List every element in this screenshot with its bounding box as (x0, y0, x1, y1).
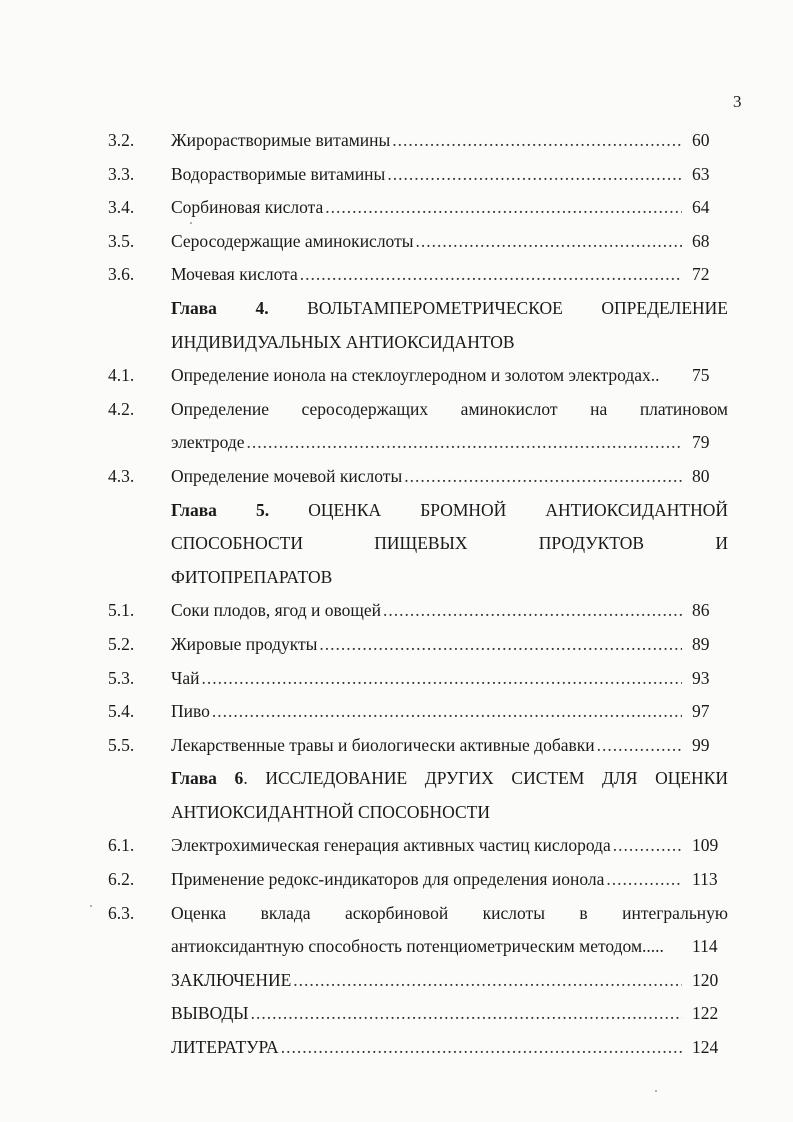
leader-dots (247, 426, 683, 460)
leader-dots (293, 964, 682, 998)
entry-title: электроде (171, 432, 245, 453)
entry-number: 3.4. (108, 197, 135, 218)
chapter-title-line: АНТИОКСИДАНТНОЙ СПОСОБНОСТИ (171, 801, 490, 822)
scan-speck (90, 905, 92, 907)
leader-dots (392, 124, 682, 158)
toc-entry[interactable] (108, 662, 728, 696)
leader-dots (404, 460, 682, 494)
entry-title: ЛИТЕРАТУРА (171, 1037, 279, 1058)
toc-entry[interactable] (108, 897, 728, 931)
leader-dots (319, 628, 682, 662)
entry-number: 6.3. (108, 902, 135, 923)
toc-entry[interactable] (108, 158, 728, 192)
chapter-heading-continued (108, 527, 728, 561)
entry-page: 79 (692, 432, 710, 453)
leader-dots (300, 258, 682, 292)
entry-title: Жирорастворимые витамины (171, 130, 391, 150)
entry-title: Определение серосодержащих аминокислот на платиновом (171, 398, 728, 419)
entry-number: 5.5. (108, 734, 135, 755)
entry-page: 68 (692, 230, 710, 251)
entry-title: Определение мочевой кислоты (171, 465, 403, 486)
toc-entry[interactable] (108, 628, 728, 662)
chapter-heading-continued (108, 796, 728, 830)
entry-number: 6.1. (108, 835, 135, 856)
entry-title: Жировые продукты (171, 633, 318, 654)
entry-page: 97 (692, 701, 710, 722)
entry-title: Мочевая кислота (171, 264, 298, 285)
chapter-title-line: ВОЛЬТАМПЕРОМЕТРИЧЕСКОЕ ОПРЕДЕЛЕНИЕ (307, 297, 728, 318)
toc-entry[interactable] (108, 393, 728, 427)
entry-number: 6.2. (108, 869, 135, 890)
chapter-label: Глава 5. (171, 499, 270, 520)
toc-entry[interactable] (108, 191, 728, 225)
entry-number: 5.3. (108, 667, 135, 688)
entry-title: Водорастворимые витамины (171, 163, 386, 184)
entry-title: антиоксидантную способность потенциометрическим методом..... (171, 936, 664, 957)
entry-number: 3.5. (108, 230, 135, 251)
entry-page: 86 (692, 600, 710, 621)
entry-title: Оценка вклада аскорбиновой кислоты в интегральную (171, 902, 728, 923)
entry-number: 3.6. (108, 264, 135, 285)
entry-number: 5.2. (108, 633, 135, 654)
toc-entry[interactable] (108, 964, 728, 998)
entry-title: ЗАКЛЮЧЕНИЕ (171, 969, 292, 990)
entry-page: 64 (692, 197, 710, 218)
toc-entry[interactable] (108, 594, 728, 628)
table-of-contents (108, 124, 728, 1065)
entry-number: 4.1. (108, 365, 135, 386)
leader-dots (613, 829, 682, 863)
entry-title: Определение ионола на стеклоуглеродном и золотом электродах.. (171, 365, 660, 386)
chapter-title-line: ИНДИВИДУАЛЬНЫХ АНТИОКСИДАНТОВ (171, 331, 515, 352)
leader-dots (597, 729, 682, 763)
toc-entry[interactable] (108, 225, 728, 259)
entry-title: Серосодержащие аминокислоты (171, 230, 414, 251)
page-number: 3 (733, 92, 742, 111)
entry-title: Лекарственные травы и биологически активные добавки (171, 734, 595, 755)
chapter-heading-continued (108, 326, 728, 360)
entry-page: 122 (692, 1003, 719, 1024)
leader-dots (325, 191, 682, 225)
leader-dots (212, 695, 682, 729)
chapter-heading[interactable] (108, 292, 728, 326)
toc-entry[interactable] (108, 695, 728, 729)
entry-page: 120 (692, 969, 719, 990)
scan-speck (655, 1090, 657, 1092)
entry-page: 124 (692, 1037, 719, 1058)
entry-page: 72 (692, 264, 710, 285)
entry-page: 75 (692, 365, 710, 386)
toc-entry-continued[interactable] (108, 426, 728, 460)
entry-title: Чай (171, 667, 200, 688)
toc-entry[interactable] (108, 729, 728, 763)
scan-speck (190, 222, 192, 224)
toc-entry[interactable] (108, 1031, 728, 1065)
entry-title: Пиво (171, 701, 210, 722)
entry-page: 99 (692, 734, 710, 755)
entry-number: 4.3. (108, 465, 135, 486)
leader-dots (387, 158, 682, 192)
chapter-heading[interactable] (108, 762, 728, 796)
leader-dots (251, 997, 682, 1031)
toc-entry[interactable] (108, 863, 728, 897)
entry-number: 3.2. (108, 130, 135, 150)
leader-dots (202, 662, 682, 696)
leader-dots (606, 863, 682, 897)
chapter-label: Глава 6 (171, 768, 244, 789)
entry-page: 114 (692, 936, 718, 957)
entry-number: 3.3. (108, 163, 135, 184)
entry-page: 109 (692, 835, 719, 856)
toc-entry[interactable] (108, 258, 728, 292)
chapter-title-line: . ИССЛЕДОВАНИЕ ДРУГИХ СИСТЕМ ДЛЯ ОЦЕНКИ (243, 768, 728, 789)
chapter-title-line: ФИТОПРЕПАРАТОВ (171, 566, 333, 587)
entry-title: ВЫВОДЫ (171, 1003, 249, 1024)
chapter-title-line: СПОСОБНОСТИ ПИЩЕВЫХ ПРОДУКТОВ И (171, 533, 728, 554)
chapter-title-line: ОЦЕНКА БРОМНОЙ АНТИОКСИДАНТНОЙ (308, 499, 728, 520)
entry-title: Применение редокс-индикаторов для определения ионола (171, 869, 605, 890)
entry-page: 93 (692, 667, 710, 688)
chapter-heading[interactable] (108, 494, 728, 528)
entry-page: 113 (692, 869, 718, 890)
entry-number: 4.2. (108, 398, 135, 419)
toc-entry[interactable] (108, 829, 728, 863)
chapter-heading-continued (108, 561, 728, 595)
entry-number: 5.1. (108, 600, 135, 621)
entry-title: Электрохимическая генерация активных частиц кислорода (171, 835, 611, 856)
entry-title: Соки плодов, ягод и овощей (171, 600, 381, 621)
leader-dots (415, 225, 682, 259)
toc-entry[interactable] (108, 359, 728, 393)
entry-page: 60 (692, 130, 710, 150)
chapter-label: Глава 4. (171, 297, 269, 318)
entry-page: 80 (692, 465, 710, 486)
toc-entry-continued[interactable] (108, 930, 728, 964)
leader-dots (281, 1031, 682, 1065)
entry-page: 63 (692, 163, 710, 184)
toc-entry[interactable] (108, 124, 728, 158)
entry-number: 5.4. (108, 701, 135, 722)
leader-dots (383, 594, 682, 628)
entry-title: Сорбиновая кислота (171, 197, 324, 218)
entry-page: 89 (692, 633, 710, 654)
toc-entry[interactable] (108, 460, 728, 494)
toc-entry[interactable] (108, 997, 728, 1031)
